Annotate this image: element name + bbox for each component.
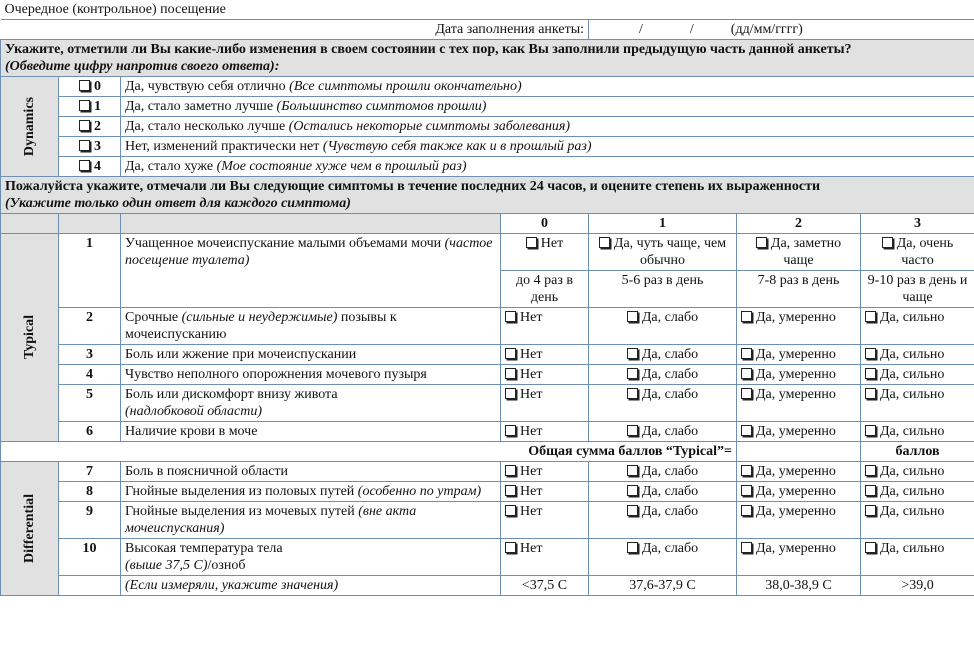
dynamics-text-0: Да, чувствую себя отлично (Все симптомы прошли окончательно) [121,77,974,97]
symptom8-option-2[interactable]: Да, умеренно [737,482,861,502]
row-num-6: 6 [59,422,121,442]
dynamics-option-3[interactable]: 3 [59,137,121,157]
row-num-8: 8 [59,482,121,502]
checkbox-icon[interactable] [865,485,876,496]
checkbox-icon[interactable] [627,388,638,399]
section1-instruction: (Обведите цифру напротив своего ответа): [5,59,280,74]
checkbox-icon[interactable] [741,425,752,436]
symptom-text-10: Высокая температура тела (выше 37,5 С)/озноб [121,539,501,576]
checkbox-icon[interactable] [505,425,516,436]
differential-label: Differential [22,494,37,563]
symptom9-option-0[interactable]: Нет [501,502,589,539]
symptom4-option-3[interactable]: Да, сильно [861,365,974,385]
checkbox-icon[interactable] [79,80,90,91]
checkbox-icon[interactable] [865,542,876,553]
symptom-text-3: Боль или жжение при мочеиспускании [121,345,501,365]
symptom3-option-2[interactable]: Да, умеренно [737,345,861,365]
form-title: Очередное (контрольное) посещение [1,0,974,20]
checkbox-icon[interactable] [505,542,516,553]
dynamics-text-3: Нет, изменений практически нет (Чувствую себя также как и в прошлый раз) [121,137,974,157]
checkbox-icon[interactable] [741,311,752,322]
dynamics-option-1[interactable]: 1 [59,97,121,117]
symptom10-option-2[interactable]: Да, умеренно [737,539,861,576]
symptom-text-9: Гнойные выделения из мочевых путей (вне акта мочеиспускания) [121,502,501,539]
temperature-note: (Если измеряли, укажите значения) [121,576,501,596]
symptom9-option-2[interactable]: Да, умеренно [737,502,861,539]
symptom6-option-0[interactable]: Нет [501,422,589,442]
checkbox-icon[interactable] [627,425,638,436]
section2-header [1,177,974,214]
section1-header [1,40,974,77]
symptom4-option-2[interactable]: Да, умеренно [737,365,861,385]
checkbox-icon[interactable] [627,505,638,516]
checkbox-icon[interactable] [627,311,638,322]
checkbox-icon[interactable] [627,542,638,553]
checkbox-icon[interactable] [741,542,752,553]
checkbox-icon[interactable] [526,237,537,248]
symptom3-option-0[interactable]: Нет [501,345,589,365]
checkbox-icon[interactable] [627,465,638,476]
checkbox-icon[interactable] [79,100,90,111]
symptom10-option-0[interactable]: Нет [501,539,589,576]
checkbox-icon[interactable] [627,348,638,359]
symptom8-option-1[interactable]: Да, слабо [589,482,737,502]
dynamics-option-0[interactable]: 0 [59,77,121,97]
symptom4-option-0[interactable]: Нет [501,365,589,385]
symptom7-option-0[interactable]: Нет [501,462,589,482]
checkbox-icon[interactable] [505,465,516,476]
checkbox-icon[interactable] [741,348,752,359]
typical-label: Typical [22,315,37,360]
date-field[interactable] [589,20,974,40]
checkbox-icon[interactable] [79,140,90,151]
section2-instruction: (Укажите только один ответ для каждого симптома) [5,196,351,211]
checkbox-icon[interactable] [865,348,876,359]
checkbox-icon[interactable] [627,485,638,496]
symptom2-option-1[interactable]: Да, слабо [589,308,737,345]
symptom5-option-2[interactable]: Да, умеренно [737,385,861,422]
checkbox-icon[interactable] [505,368,516,379]
section2-question: Пожалуйста укажите, отмечали ли Вы следующие симптомы в течение последних 24 часов, и оцените степень их выраженности [5,179,821,194]
symptom-text-4: Чувство неполного опорожнения мочевого пузыря [121,365,501,385]
symptom-text-7: Боль в поясничной области [121,462,501,482]
checkbox-icon[interactable] [505,388,516,399]
symptom-text-6: Наличие крови в моче [121,422,501,442]
dynamics-text-4: Да, стало хуже (Мое состояние хуже чем в прошлый раз) [121,157,974,177]
checkbox-icon[interactable] [756,237,767,248]
row-num-5: 5 [59,385,121,422]
symptom3-option-3[interactable]: Да, сильно [861,345,974,365]
row-num-1: 1 [59,234,121,308]
symptom3-option-1[interactable]: Да, слабо [589,345,737,365]
checkbox-icon[interactable] [865,465,876,476]
dynamics-label-cell [1,77,59,177]
date-slash: / [689,22,694,37]
dynamics-label: Dynamics [22,96,37,157]
checkbox-icon[interactable] [79,160,90,171]
symptom2-option-0[interactable]: Нет [501,308,589,345]
checkbox-icon[interactable] [882,237,893,248]
symptom-text-8: Гнойные выделения из половых путей (особенно по утрам) [121,482,501,502]
row-num-2: 2 [59,308,121,345]
row-num-4: 4 [59,365,121,385]
frequency-2: 7-8 раз в день [737,271,861,308]
checkbox-icon[interactable] [505,505,516,516]
checkbox-icon[interactable] [741,485,752,496]
temp-range-0: <37,5 С [501,576,589,596]
checkbox-icon[interactable] [505,485,516,496]
symptom1-option-0[interactable]: Нет [501,234,589,271]
symptom9-option-3[interactable]: Да, сильно [861,502,974,539]
symptom-text-2: Срочные (сильные и неудержимые) позывы к мочеиспусканию [121,308,501,345]
date-label: Дата заполнения анкеты: [1,20,589,40]
temp-range-1: 37,6-37,9 С [589,576,737,596]
checkbox-icon[interactable] [741,368,752,379]
symptom1-option-2[interactable]: Да, заметно чаще [737,234,861,271]
score-header-1: 1 [589,214,737,234]
checkbox-icon[interactable] [865,505,876,516]
checkbox-icon[interactable] [505,311,516,322]
frequency-0: до 4 раз в день [501,271,589,308]
symptom8-option-3[interactable]: Да, сильно [861,482,974,502]
symptom6-option-3[interactable]: Да, сильно [861,422,974,442]
symptom7-option-1[interactable]: Да, слабо [589,462,737,482]
score-header-0: 0 [501,214,589,234]
symptom7-option-2[interactable]: Да, умеренно [737,462,861,482]
symptom1-option-1[interactable]: Да, чуть чаще, чем обычно [589,234,737,271]
temp-range-2: 38,0-38,9 С [737,576,861,596]
row-num-7: 7 [59,462,121,482]
dynamics-option-2[interactable]: 2 [59,117,121,137]
differential-label-cell [1,462,59,596]
dynamics-option-4[interactable]: 4 [59,157,121,177]
checkbox-icon[interactable] [505,348,516,359]
checkbox-icon[interactable] [865,388,876,399]
checkbox-icon[interactable] [865,311,876,322]
checkbox-icon[interactable] [865,425,876,436]
typical-sum-label: Общая сумма баллов “Typical”= [1,442,737,462]
symptom2-option-3[interactable]: Да, сильно [861,308,974,345]
date-format-hint: (дд/мм/гггг) [730,22,803,37]
row-num-3: 3 [59,345,121,365]
score-header-3: 3 [861,214,974,234]
symptom7-option-3[interactable]: Да, сильно [861,462,974,482]
checkbox-icon[interactable] [865,368,876,379]
checkbox-icon[interactable] [599,237,610,248]
row-num-10: 10 [59,539,121,576]
checkbox-icon[interactable] [741,388,752,399]
symptom-text-5: Боль или дискомфорт внизу живота (надлобковой области) [121,385,501,422]
frequency-1: 5-6 раз в день [589,271,737,308]
section1-question: Укажите, отметили ли Вы какие-либо изменения в своем состоянии с тех пор, как Вы заполнили предыдущую часть данной анкеты? [5,42,852,57]
typical-sum-input[interactable] [737,442,861,462]
symptom1-option-3[interactable]: Да, очень часто [861,234,974,271]
checkbox-icon[interactable] [741,505,752,516]
symptom5-option-0[interactable]: Нет [501,385,589,422]
date-slash: / [639,22,643,37]
symptom8-option-0[interactable]: Нет [501,482,589,502]
symptom9-option-1[interactable]: Да, слабо [589,502,737,539]
symptom5-option-3[interactable]: Да, сильно [861,385,974,422]
dynamics-text-2: Да, стало несколько лучше (Остались некоторые симптомы заболевания) [121,117,974,137]
temp-range-3: >39,0 [861,576,974,596]
symptom5-option-1[interactable]: Да, слабо [589,385,737,422]
symptom4-option-1[interactable]: Да, слабо [589,365,737,385]
dynamics-text-1: Да, стало заметно лучше (Большинство симптомов прошли) [121,97,974,117]
checkbox-icon[interactable] [627,368,638,379]
frequency-3: 9-10 раз в день и чаще [861,271,974,308]
typical-label-cell [1,234,59,442]
symptom6-option-2[interactable]: Да, умеренно [737,422,861,442]
checkbox-icon[interactable] [79,120,90,131]
symptom10-option-3[interactable]: Да, сильно [861,539,974,576]
symptom6-option-1[interactable]: Да, слабо [589,422,737,442]
score-header-2: 2 [737,214,861,234]
symptom10-option-1[interactable]: Да, слабо [589,539,737,576]
points-label: баллов [861,442,974,462]
symptom2-option-2[interactable]: Да, умеренно [737,308,861,345]
symptom-text-1: Учащенное мочеиспускание малыми объемами мочи (частое посещение туалета) [121,234,501,308]
checkbox-icon[interactable] [741,465,752,476]
row-num-9: 9 [59,502,121,539]
